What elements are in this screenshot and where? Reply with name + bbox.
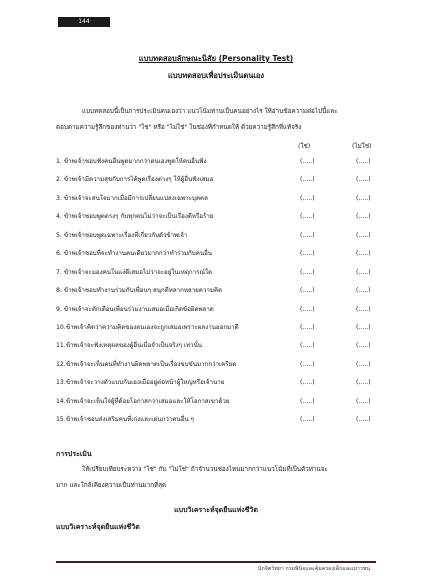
question-row	[56, 286, 386, 304]
yes-answer-blank[interactable]: (.....)	[300, 379, 315, 387]
yes-answer-blank[interactable]: (.....)	[300, 397, 315, 405]
question-text: 6. ข้าพเจ้าชอบที่จะทำงานคนเดียวมากกว่าทำร่วมกับคนอื่น	[56, 250, 213, 258]
no-answer-blank[interactable]: (.....)	[356, 323, 371, 331]
no-answer-blank[interactable]: (.....)	[356, 250, 371, 258]
question-row	[56, 249, 386, 267]
no-answer-blank[interactable]: (.....)	[356, 360, 371, 368]
yes-answer-blank[interactable]: (.....)	[300, 213, 315, 221]
question-text: 5. ข้าพเจ้าชอบพูดเฉพาะเรื่องที่เกี่ยวกับตัวข้าพเจ้า	[56, 231, 188, 239]
yes-answer-blank[interactable]: (.....)	[300, 176, 315, 184]
question-row	[56, 305, 386, 323]
yes-answer-blank[interactable]: (.....)	[300, 231, 315, 239]
evaluation-heading: การประเมิน	[56, 450, 92, 458]
question-row	[56, 360, 386, 378]
question-text: 12.ข้าพเจ้าจะเห็นคนที่ทำงานผิดพลาดเป็นเรื่องขบขันมากกว่าเครียด	[56, 360, 237, 368]
intro-paragraph	[56, 104, 386, 136]
test-title: แบบทดสอบลักษณะนิสัย (Personality Test)	[138, 54, 294, 63]
no-answer-blank[interactable]: (.....)	[356, 194, 371, 202]
no-answer-blank[interactable]: (.....)	[356, 287, 371, 295]
no-answer-blank[interactable]: (.....)	[356, 176, 371, 184]
no-answer-blank[interactable]: (.....)	[356, 231, 371, 239]
question-text: 2. ข้าพเจ้ามีความสุขกับการได้พูดเรื่องต่างๆ ให้ผู้อื่นฟังเสมอ	[56, 176, 214, 184]
question-row	[56, 175, 386, 193]
no-answer-blank[interactable]: (.....)	[356, 397, 371, 405]
yes-answer-blank[interactable]: (.....)	[300, 342, 315, 350]
question-text: 8. ข้าพเจ้าชอบทำงานร่วมกับเพื่อนๆ สนุกดีหลากหลายความคิด	[56, 287, 223, 295]
yes-column-header: (ใช่)	[298, 143, 311, 150]
question-row	[56, 341, 386, 359]
question-row	[56, 323, 386, 341]
intro-line-1: แบบทดสอบนี้เป็นการประเมินตนเองว่า แนวโน้มท่านเป็นคนอย่างไร ให้อ่านข้อความต่อไปนี้และ	[82, 108, 338, 115]
footer-divider	[56, 561, 376, 563]
evaluation-line-2: มาก และใกล้เคียงความเป็นท่านมากที่สุด	[56, 482, 167, 489]
no-answer-blank[interactable]: (.....)	[356, 158, 371, 165]
yes-answer-blank[interactable]: (.....)	[300, 158, 315, 165]
yes-answer-blank[interactable]: (.....)	[300, 268, 315, 276]
footer-text: นักจิตวิทยา กรมพินิจและคุ้มครองเด็กและเยาวชน	[257, 566, 370, 572]
no-answer-blank[interactable]: (.....)	[356, 305, 371, 313]
yes-answer-blank[interactable]: (.....)	[300, 250, 315, 258]
no-answer-blank[interactable]: (.....)	[356, 342, 371, 350]
section-2-title: แบบวิเคราะห์จุดยืนแห่งชีวิต	[174, 506, 258, 514]
question-text: 13.ข้าพเจ้าจะวางตัวแบบกันเองเมื่ออยู่ต่อหน้าผู้ใหญ่หรือเจ้านาย	[56, 379, 225, 387]
yes-answer-blank[interactable]: (.....)	[300, 305, 315, 313]
no-answer-blank[interactable]: (.....)	[356, 213, 371, 221]
question-text: 7. ข้าพเจ้าจะมองคนในแง่ดีเสมอไม่ว่าจะอยู่ในเหตุการณ์ใด	[56, 268, 213, 276]
no-answer-blank[interactable]: (.....)	[356, 416, 371, 424]
question-row	[56, 231, 386, 249]
question-text: 14.ข้าพเจ้าจะเห็นใจผู้ที่ด้อยโอกาสกว่าเสมอและให้โอกาสเขาด้วย	[56, 397, 230, 405]
question-text: 15.ข้าพเจ้าชอบส่งเสริมคนที่เก่งและเด่นกว่าคนอื่น ๆ	[56, 416, 194, 424]
yes-answer-blank[interactable]: (.....)	[300, 194, 315, 202]
question-row	[56, 397, 386, 415]
no-answer-blank[interactable]: (.....)	[356, 268, 371, 276]
question-row	[56, 268, 386, 286]
yes-answer-blank[interactable]: (.....)	[300, 287, 315, 295]
question-text: 11.ข้าพเจ้าจะฟังเหตุผลของผู้อื่นเมื่อจำเป็นจริงๆ เท่านั้น	[56, 342, 203, 350]
no-answer-blank[interactable]: (.....)	[356, 379, 371, 387]
evaluation-paragraph	[56, 462, 386, 494]
yes-answer-blank[interactable]: (.....)	[300, 360, 315, 368]
question-row	[56, 157, 386, 175]
no-column-header: (ไม่ใช่)	[352, 143, 372, 150]
section-2-subtitle: แบบวิเคราะห์จุดยืนแห่งชีวิต	[56, 523, 140, 531]
page-number: 144	[58, 17, 110, 27]
question-text: 10.ข้าพเจ้าคิดว่าความคิดของตนเองจะถูกเสมอเพราะผลงานออกมาดี	[56, 323, 239, 331]
question-row	[56, 378, 386, 396]
question-row	[56, 415, 386, 433]
yes-answer-blank[interactable]: (.....)	[300, 323, 315, 331]
yes-answer-blank[interactable]: (.....)	[300, 416, 315, 424]
question-row	[56, 212, 386, 230]
question-text: 3. ข้าพเจ้าจะสนใจมากเมื่อมีการเปลี่ยนแปลงเฉพาะบุคคล	[56, 194, 208, 202]
evaluation-line-1: ให้เปรียบเทียบระหว่าง "ใช่" กับ "ไม่ใช่" ถ้าจำนวนช่องไหนมากกว่าแนวโน้มที่เป็นตัวท่านจะ	[82, 466, 328, 473]
question-text: 4. ข้าพเจ้าชอบพูดตรงๆ กับทุกคนไม่ว่าจะเป็นเรื่องดีหรือร้าย	[56, 213, 214, 221]
question-row	[56, 194, 386, 212]
question-text: 9. ข้าพเจ้าจะตักเตือนเพื่อนร่วมงานเสมอเมื่อเกิดข้อผิดพลาด	[56, 305, 214, 313]
intro-line-2: ตอบตามความรู้สึกของท่านว่า "ใช่" หรือ "ไม่ใช่" ในช่องที่กำหนดให้ ด้วยความรู้สึกที่แท้จริง	[56, 124, 302, 131]
question-text: 1. ข้าพเจ้าชอบฟังคนอื่นพูดมากกว่าตนเองพูดให้คนอื่นฟัง	[56, 158, 207, 165]
test-subtitle: แบบทดสอบเพื่อประเมินตนเอง	[167, 71, 265, 80]
question-list	[56, 157, 386, 434]
